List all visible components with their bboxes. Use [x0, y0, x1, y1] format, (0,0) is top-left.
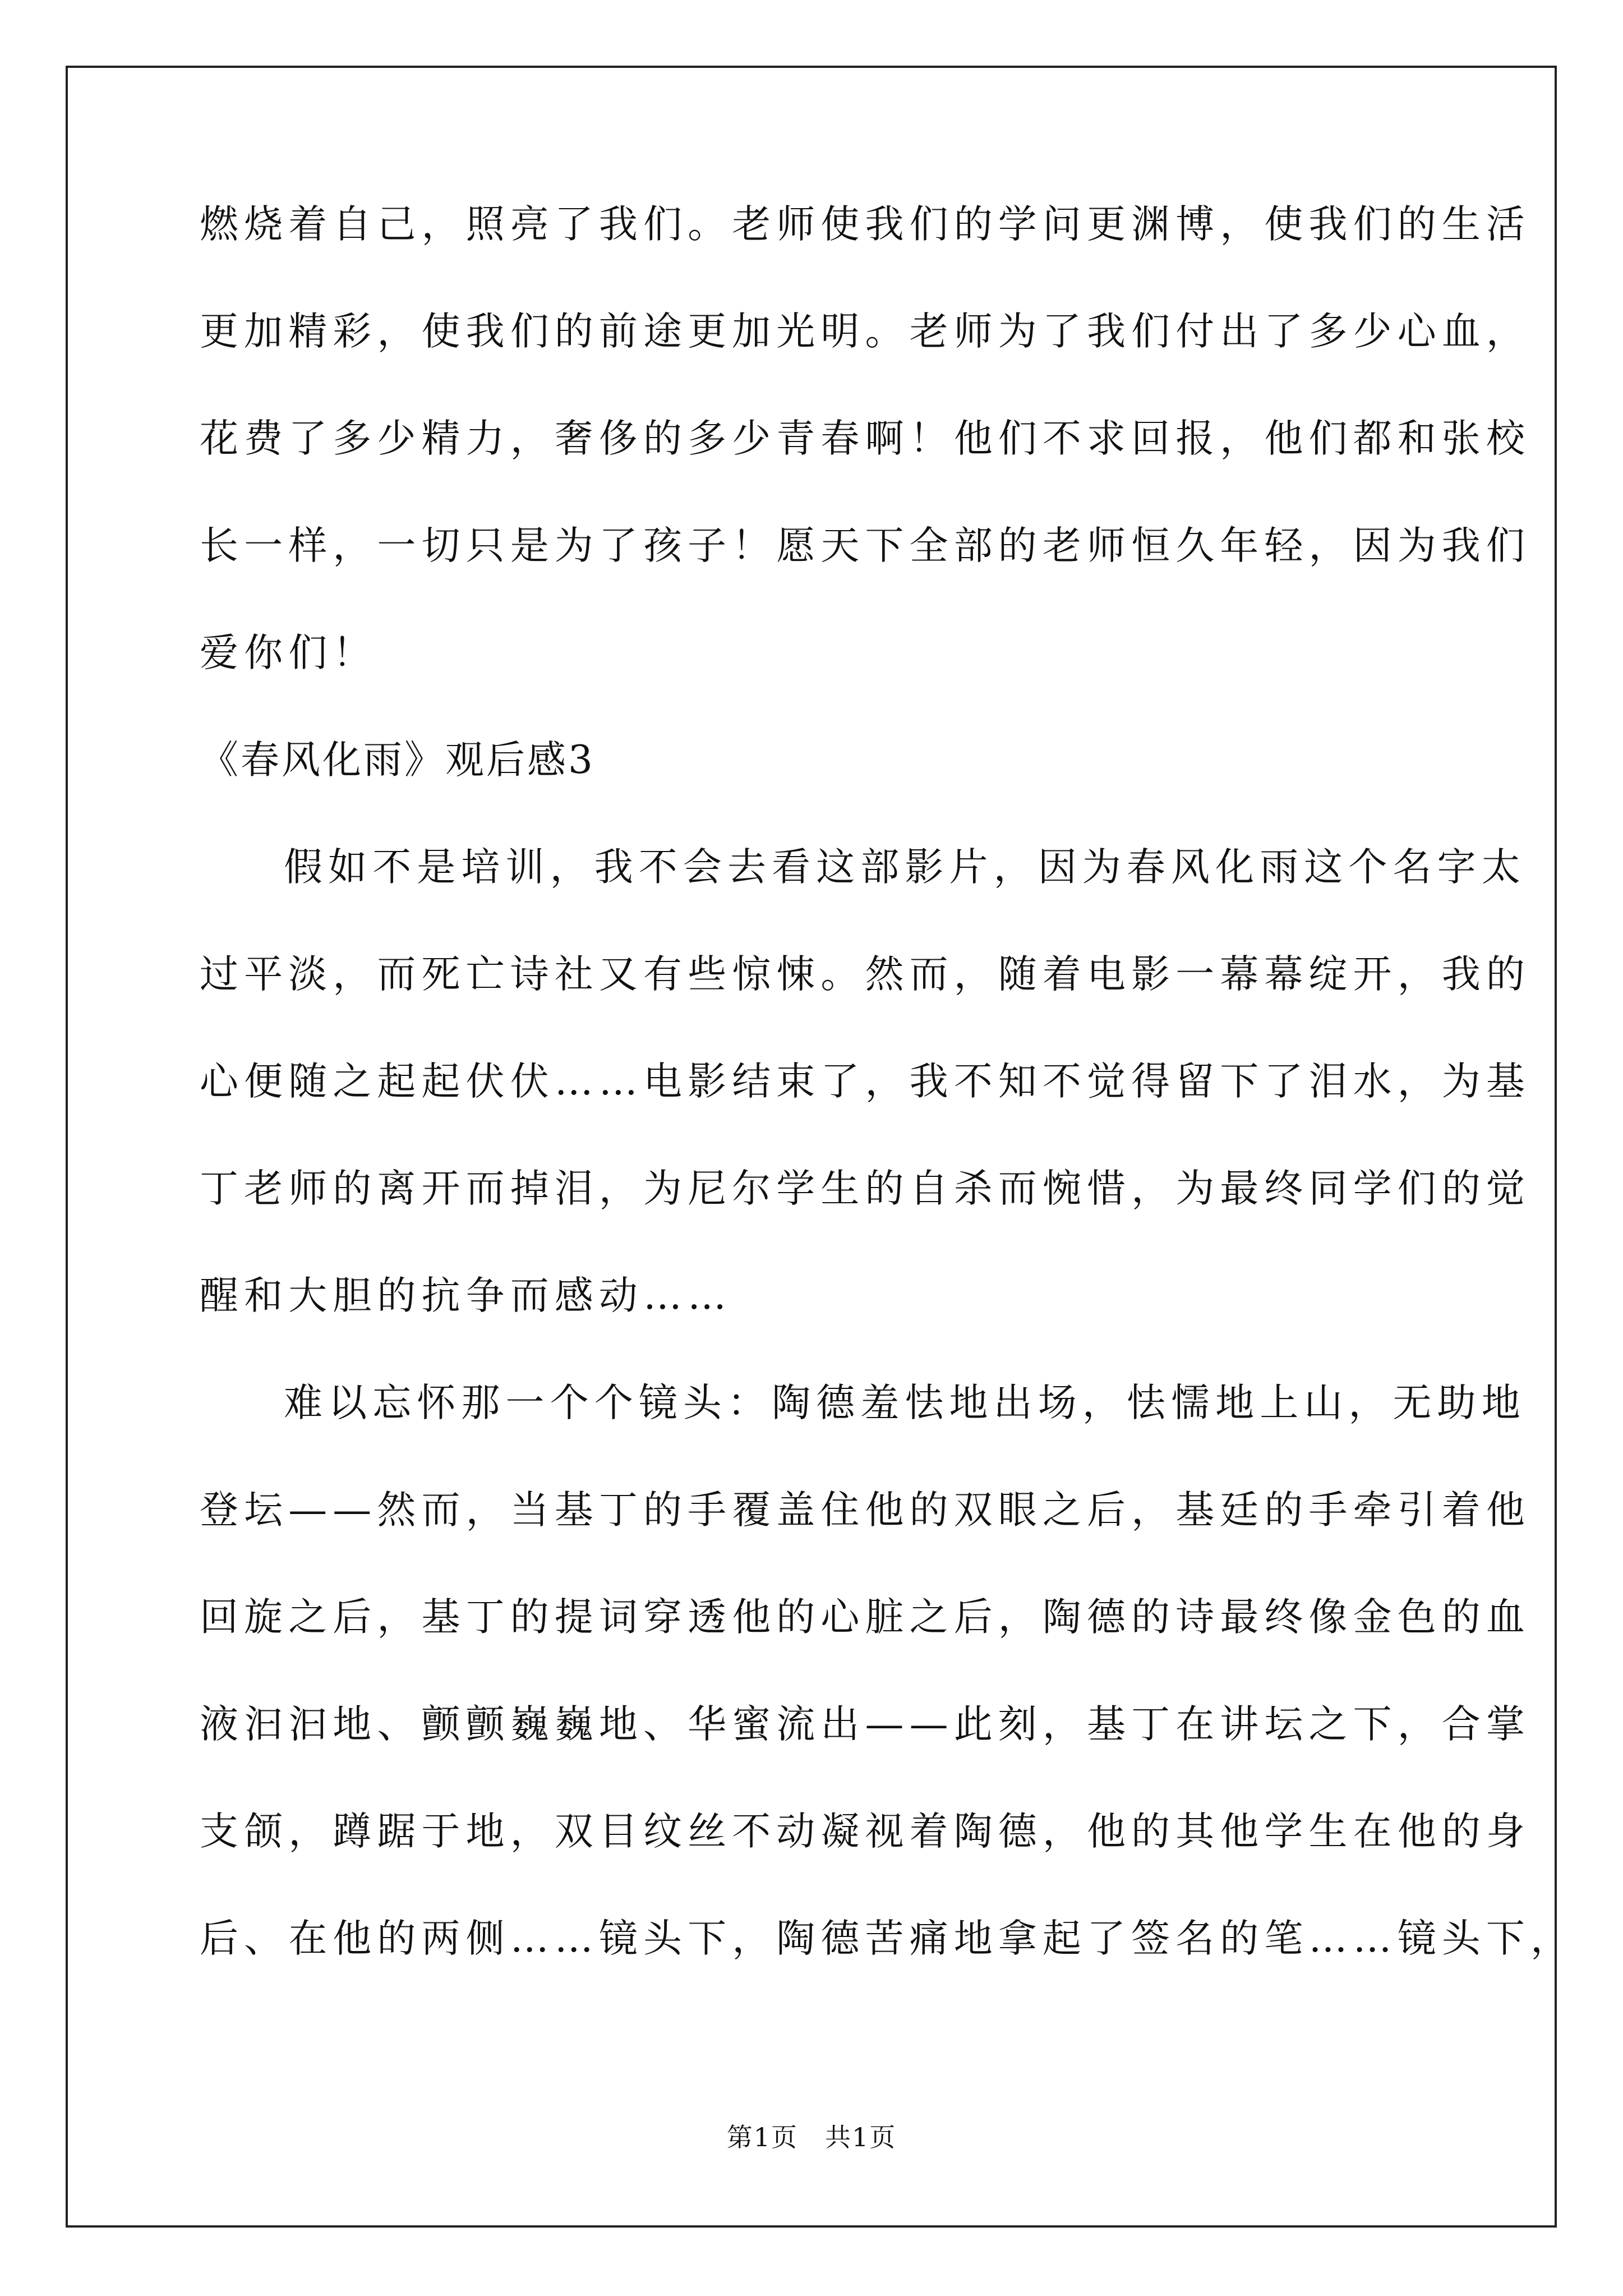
page-footer: 第1页 共1页: [726, 2122, 897, 2152]
text-line: 过平淡，而死亡诗社又有些惊悚。然而，随着电影一幕幕绽开，我的: [200, 952, 1530, 997]
text-line: 心便随之起起伏伏……电影结束了，我不知不觉得留下了泪水，为基: [200, 1059, 1530, 1104]
text-line: 回旋之后，基丁的提词穿透他的心脏之后，陶德的诗最终像金色的血: [200, 1595, 1530, 1640]
document-body: [200, 197, 1575, 2019]
paragraph-first-line: 假如不是培训，我不会去看这部影片，因为春风化雨这个名字太: [284, 845, 1526, 890]
text-line: 丁老师的离开而掉泪，为尼尔学生的自杀而惋惜，为最终同学们的觉: [200, 1166, 1530, 1211]
text-line: 爱你们！: [200, 631, 377, 675]
text-line: 支颌，蹲踞于地，双目纹丝不动凝视着陶德，他的其他学生在他的身: [200, 1809, 1530, 1854]
section-title: 《春风化雨》观后感3: [200, 738, 595, 783]
text-line: 燃烧着自己，照亮了我们。老师使我们的学问更渊博，使我们的生活: [200, 202, 1530, 247]
text-line: 后、在他的两侧……镜头下，陶德苦痛地拿起了签名的笔……镜头下，: [200, 1916, 1575, 1961]
text-line: 长一样，一切只是为了孩子！愿天下全部的老师恒久年轻，因为我们: [200, 523, 1530, 568]
text-line: 登坛——然而，当基丁的手覆盖住他的双眼之后，基廷的手牵引着他: [200, 1488, 1530, 1533]
text-line: 液汩汩地、颤颤巍巍地、华蜜流出——此刻，基丁在讲坛之下，合掌: [200, 1702, 1530, 1747]
paragraph-first-line: 难以忘怀那一个个镜头：陶德羞怯地出场，怯懦地上山，无助地: [284, 1381, 1526, 1425]
text-line: 更加精彩，使我们的前途更加光明。老师为了我们付出了多少心血，: [200, 309, 1530, 354]
text-line: 花费了多少精力，奢侈的多少青春啊！他们不求回报，他们都和张校: [200, 416, 1530, 461]
text-line: 醒和大胆的抗争而感动……: [200, 1273, 732, 1318]
